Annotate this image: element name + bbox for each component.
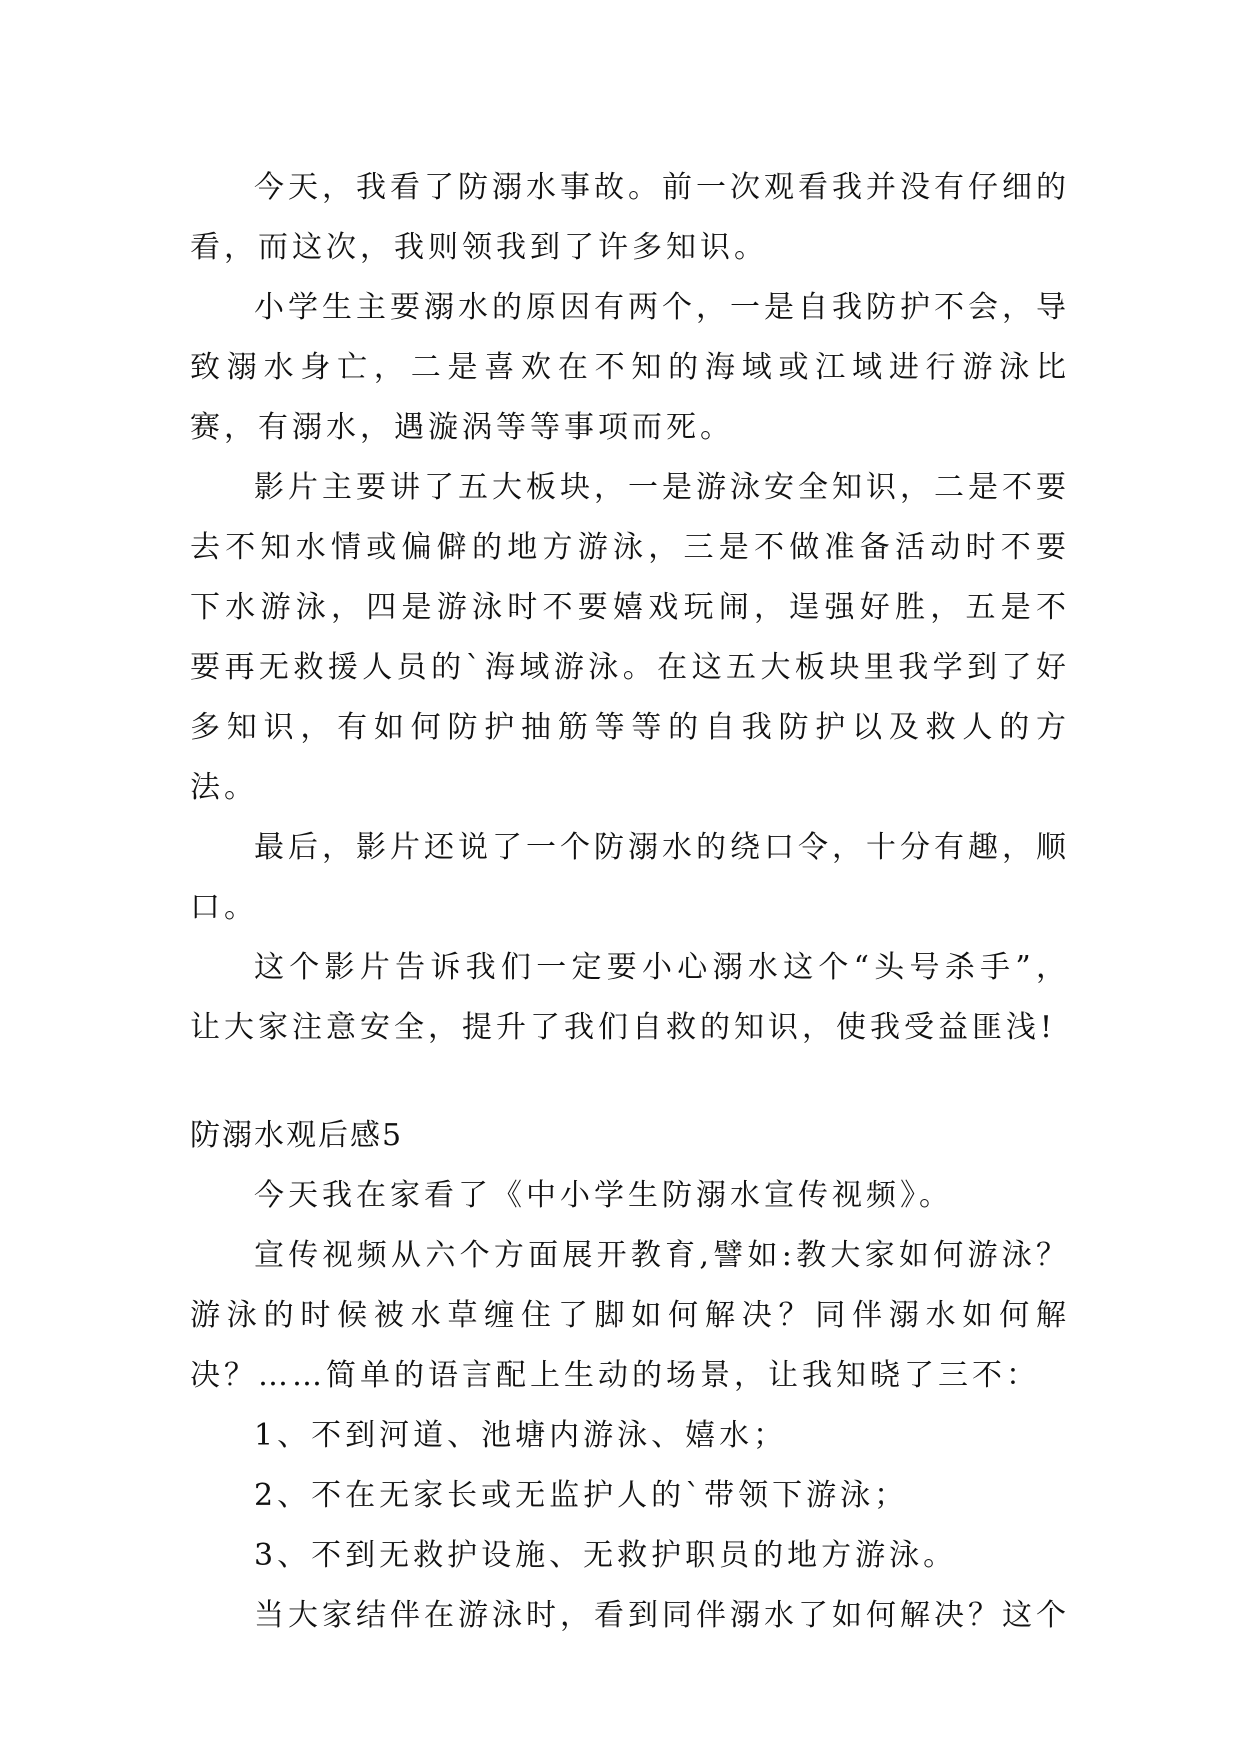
paragraph: 影片主要讲了五大板块，一是游泳安全知识，二是不要去不知水情或偏僻的地方游泳，三是不做准备活动时不要下水游泳，四是游泳时不要嬉戏玩闹，逞强好胜，五是不要再无救援人员的`海域游泳。在这五大板块里我学到了好多知识，有如何防护抽筋等等的自我防护以及救人的方法。 — [190, 470, 1070, 805]
paragraph: 最后，影片还说了一个防溺水的绕口令，十分有趣，顺口。 — [190, 830, 1070, 925]
paragraph: 这个影片告诉我们一定要小心溺水这个“头号杀手”，让大家注意安全，提升了我们自救的知识，使我受益匪浅! — [190, 950, 1070, 1045]
document-body — [190, 158, 1070, 1646]
paragraph: 当大家结伴在游泳时，看到同伴溺水了如何解决？这个 — [254, 1598, 1070, 1633]
list-item: 2、不在无家长或无监护人的`带领下游泳； — [254, 1478, 909, 1513]
list-item: 3、不到无救护设施、无救护职员的地方游泳。 — [254, 1538, 958, 1573]
paragraph: 今天，我看了防溺水事故。前一次观看我并没有仔细的看，而这次，我则领我到了许多知识。 — [190, 170, 1070, 265]
paragraph: 小学生主要溺水的原因有两个，一是自我防护不会，导致溺水身亡，二是喜欢在不知的海域或江域进行游泳比赛，有溺水，遇漩涡等等事项而死。 — [190, 290, 1070, 445]
section-title: 防溺水观后感5 — [190, 1118, 404, 1153]
list-item: 1、不到河道、池塘内游泳、嬉水； — [254, 1418, 788, 1453]
paragraph: 今天我在家看了《中小学生防溺水宣传视频》。 — [254, 1178, 953, 1213]
paragraph: 宣传视频从六个方面展开教育,譬如:教大家如何游泳？游泳的时候被水草缠住了脚如何解决？同伴溺水如何解决？……简单的语言配上生动的场景，让我知晓了三不： — [190, 1238, 1070, 1393]
section-gap — [190, 1058, 1070, 1088]
